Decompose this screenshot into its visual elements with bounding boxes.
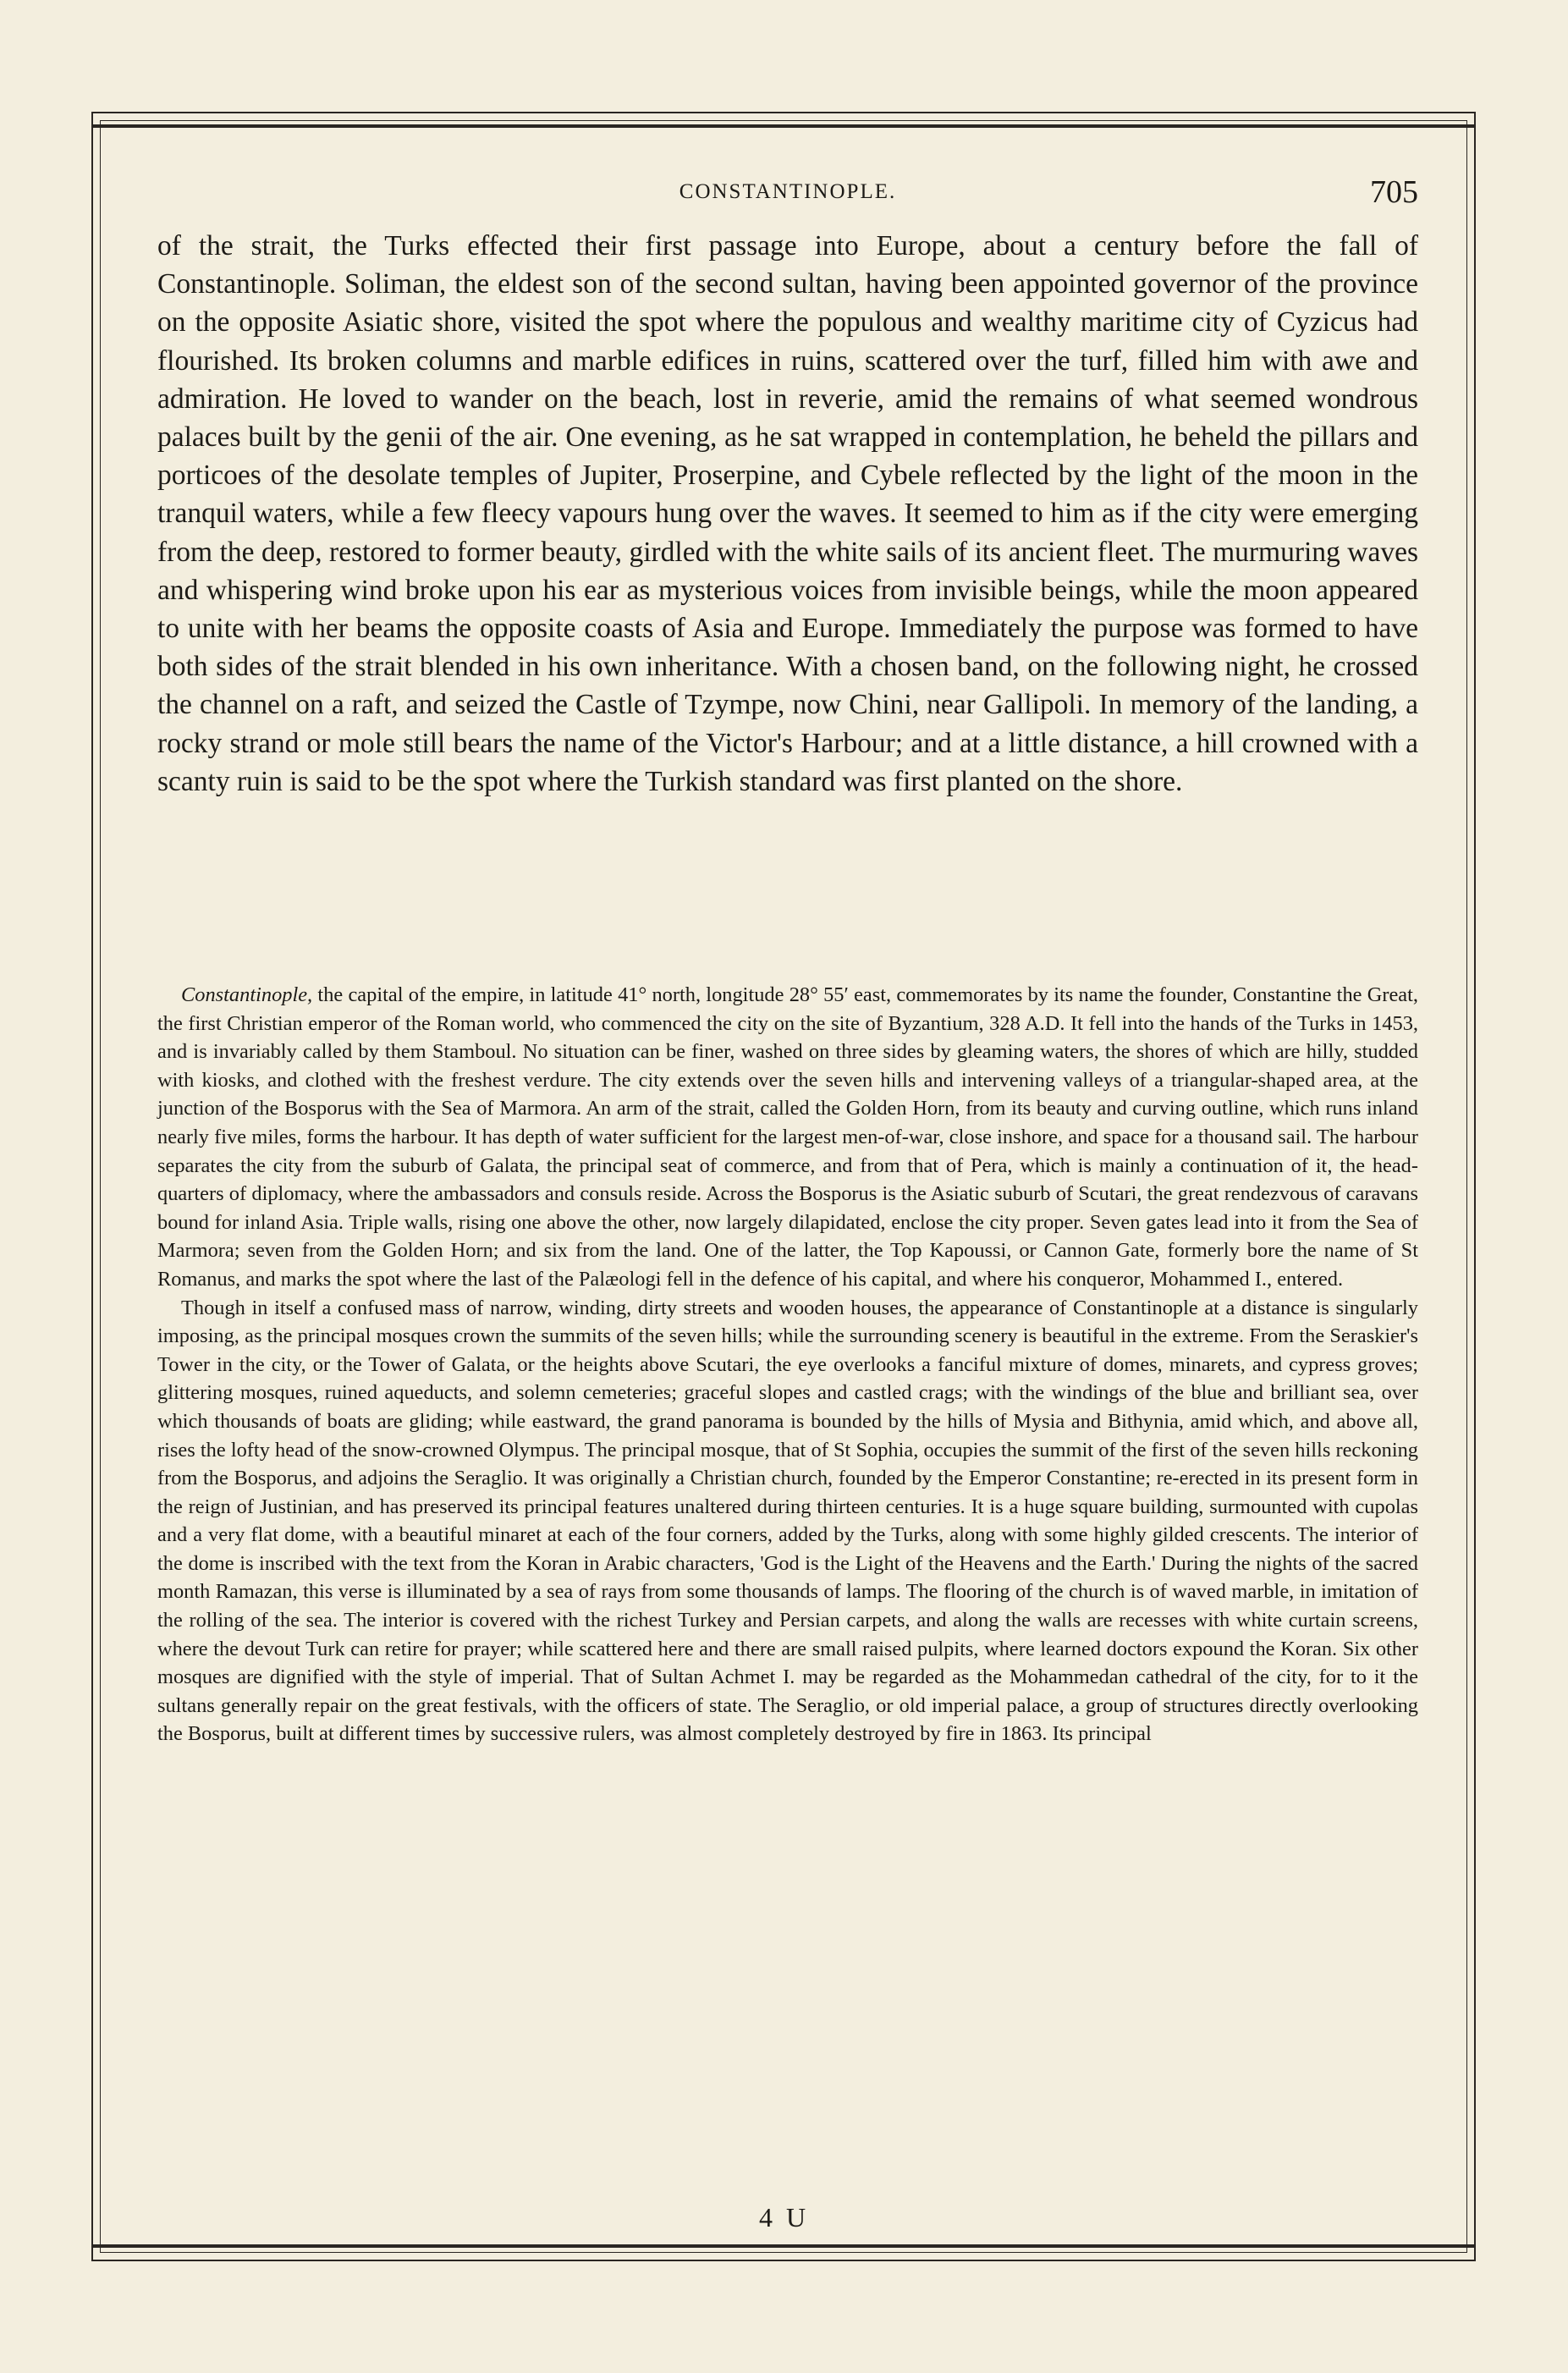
bottom-rule xyxy=(91,2244,1476,2248)
signature-mark: 4 U xyxy=(758,2202,810,2233)
page-number: 705 xyxy=(1370,174,1418,210)
note-paragraph-2: Though in itself a confused mass of narrow, winding, dirty streets and wooden houses, the appearance of Constantinople at a distance is singularly imposing, as the principal mosques crown the summits of the seven hills; while the surrounding scenery is beautiful in the extreme. From the Seraskier's Tower in the city, or the Tower of Galata, or the heights above Scutari, the eye overlooks a fanciful mixture of domes, minarets, and cypress groves; glittering mosques, ruined aqueducts, and solemn cemeteries; graceful slopes and castled crags; with the windings of the blue and brilliant sea, over which thousands of boats are gliding; while eastward, the grand panorama is bounded by the hills of Mysia and Bithynia, amid which, and above all, rises the lofty head of the snow-crowned Olympus. The principal mosque, that of St Sophia, occupies the summit of the first of the seven hills reckoning from the Bosporus, and adjoins the Seraglio. It was originally a Christian church, founded by the Emperor Constantine; re-erected in its present form in the reign of Justinian, and has preserved its principal features unaltered during thirteen centuries. It is a huge square building, surmounted with cupolas and a very flat dome, with a beautiful minaret at each of the four corners, added by the Turks, along with some highly gilded crescents. The interior of the dome is inscribed with the text from the Koran in Arabic characters, 'God is the Light of the Heavens and the Earth.' During the nights of the sacred month Ramazan, this verse is illuminated by a sea of rays from some thousands of lamps. The flooring of the church is of waved marble, in imitation of the rolling of the sea. The interior is covered with the richest Turkey and Persian carpets, and along the walls are recesses with white curtain screens, where the devout Turk can retire for prayer; while scattered here and there are small raised pulpits, where learned doctors expound the Koran. Six other mosques are dignified with the style of imperial. That of Sultan Achmet I. may be regarded as the Mohammedan cathedral of the city, for to it the sultans generally repair on the great festivals, with the officers of state. The Seraglio, or old imperial palace, a group of structures directly overlooking the Bosporus, built at different times by successive rulers, was almost completely destroyed by fire in 1863. Its principal xyxy=(157,1296,1418,1746)
note-paragraph-1-text: the capital of the empire, in latitude 41° north, longitude 28° 55′ east, commemorates by its name the founder, Constantine the Great, the first Christian emperor of the Roman world, who commenced the city on the site of Byzantium, 328 A.D. It fell into the hands of the Turks in 1453, and is invariably called by them Stamboul. No situation can be finer, washed on three sides by gleaming waters, the shores of which are hilly, studded with kiosks, and clothed with the freshest verdure. The city extends over the seven hills and intervening valleys of a triangular-shaped area, at the junction of the Bosporus with the Sea of Marmora. An arm of the strait, called the Golden Horn, from its beauty and curving outline, which runs inland nearly five miles, forms the harbour. It has depth of water sufficient for the largest men-of-war, close inshore, and space for a thousand sail. The harbour separates the city from the suburb of Galata, the principal seat of commerce, and from that of Pera, which is mainly a continuation of it, the head-quarters of diplomacy, where the ambassadors and consuls reside. Across the Bosporus is the Asiatic suburb of Scutari, the great rendezvous of caravans bound for inland Asia. Triple walls, rising one above the other, now largely dilapidated, enclose the city proper. Seven gates lead into it from the Sea of Marmora; seven from the Golden Horn; and six from the land. One of the latter, the Top Kapoussi, or Cannon Gate, formerly bore the name of St Romanus, and marks the spot where the last of the Palæologi fell in the defence of his capital, and where his conqueror, Mohammed I., entered. xyxy=(157,983,1418,1291)
main-body-paragraph: of the strait, the Turks effected their first passage into Europe, about a century before the fall of Constantinople. Soliman, the eldest son of the second sultan, having been appointed governor of the province on the opposite Asiatic shore, visited the spot where the populous and wealthy maritime city of Cyzicus had flourished. Its broken columns and marble edifices in ruins, scattered over the turf, filled him with awe and admiration. He loved to wander on the beach, lost in reverie, amid the remains of what seemed wondrous palaces built by the genii of the air. One evening, as he sat wrapped in contemplation, he beheld the pillars and porticoes of the desolate temples of Jupiter, Proserpine, and Cybele reflected by the light of the moon in the tranquil waters, while a few fleecy vapours hung over the waves. It seemed to him as if the city were emerging from the deep, restored to former beauty, girdled with the white sails of its ancient fleet. The murmuring waves and whispering wind broke upon his ear as mysterious voices from invisible beings, while the moon appeared to unite with her beams the opposite coasts of Asia and Europe. Immediately the purpose was formed to have both sides of the strait blended in his own inheritance. With a chosen band, on the following night, he crossed the channel on a raft, and seized the Castle of Tzympe, now Chini, near Gallipoli. In memory of the landing, a rocky strand or mole still bears the name of the Victor's Harbour; and at a little distance, a hill crowned with a scanty ruin is said to be the spot where the Turkish standard was first planted on the shore. xyxy=(157,230,1418,797)
footnotes-section xyxy=(157,981,1418,1748)
note-lead-term: Constantinople, xyxy=(181,983,313,1006)
top-rule xyxy=(91,124,1476,128)
page-header xyxy=(157,173,1418,216)
note-paragraph-1 xyxy=(157,981,1418,1294)
running-head: CONSTANTINOPLE. xyxy=(679,180,897,203)
